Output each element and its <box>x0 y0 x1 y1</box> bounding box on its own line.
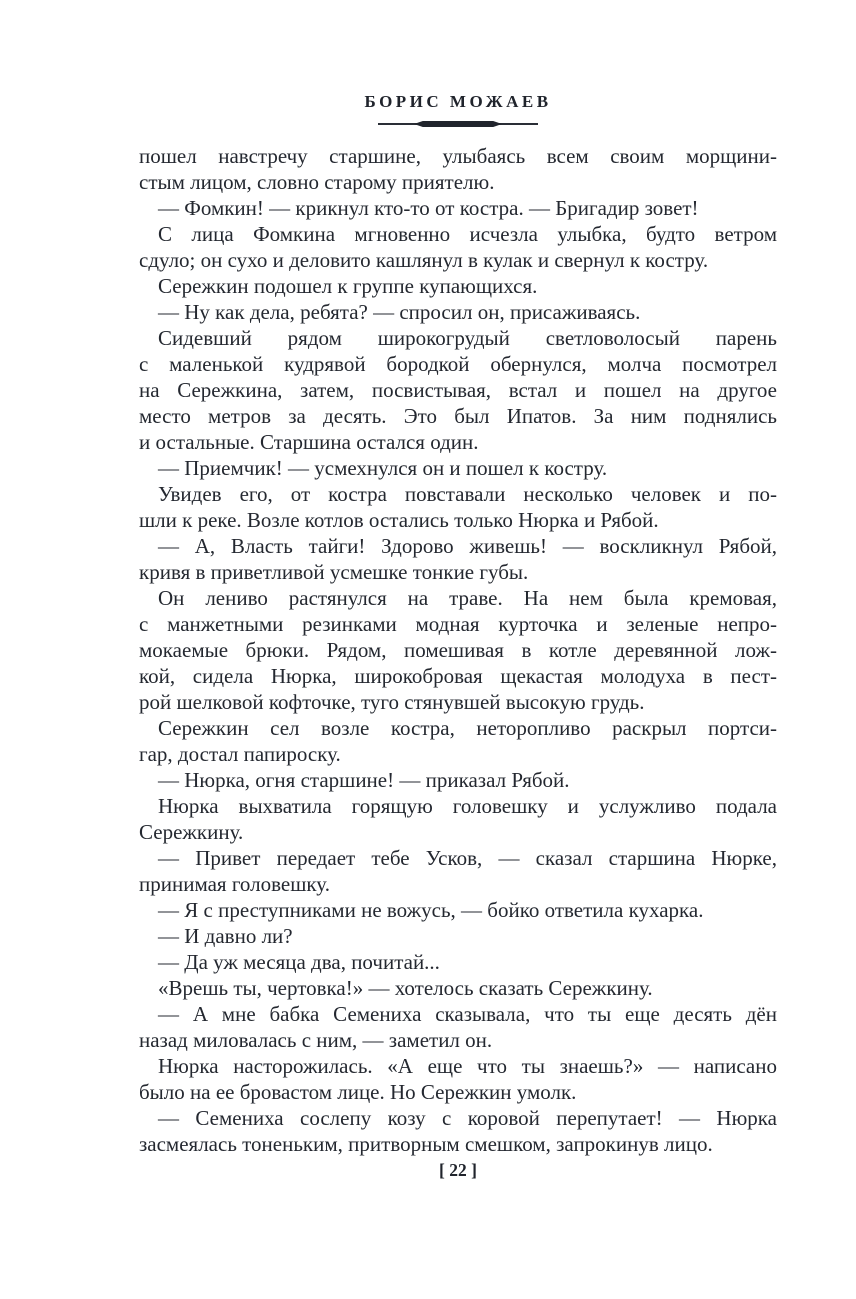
paragraph <box>139 585 777 715</box>
text-line: и остальные. Старшина остался один. <box>139 430 479 454</box>
text-line: с манжетными резинками модная курточка и зеленые непро- <box>139 612 777 636</box>
text-line: сдуло; он сухо и деловито кашлянул в кулак и свернул к костру. <box>139 248 709 272</box>
paragraph <box>139 273 777 299</box>
paragraph <box>139 455 777 481</box>
text-line: — Семениха сослепу козу с коровой перепутает! — Нюрка <box>158 1106 777 1130</box>
text-line: кой, сидела Нюрка, широкобровая щекастая молодуха в пест- <box>139 664 777 688</box>
page-header <box>139 92 777 127</box>
paragraph <box>139 195 777 221</box>
text-line: рой шелковой кофточке, туго стянувшей высокую грудь. <box>139 690 645 714</box>
text-line: — Я с преступниками не вожусь, — бойко ответила кухарка. <box>158 898 704 922</box>
text-line: кривя в приветливой усмешке тонкие губы. <box>139 560 529 584</box>
text-line: стым лицом, словно старому приятелю. <box>139 170 495 194</box>
text-line: Сережкин подошел к группе купающихся. <box>158 274 538 298</box>
text-line: на Сережкина, затем, посвистывая, встал и пошел на другое <box>139 378 777 402</box>
paragraph <box>139 793 777 845</box>
text-line: засмеялась тоненьким, притворным смешком, запрокинув лицо. <box>139 1132 713 1156</box>
text-line: — Да уж месяца два, почитай... <box>158 950 440 974</box>
paragraph <box>139 897 777 923</box>
text-line: — Ну как дела, ребята? — спросил он, присаживаясь. <box>158 300 641 324</box>
text-line: пошел навстречу старшине, улыбаясь всем своим морщини- <box>139 144 777 168</box>
text-line: Сережкину. <box>139 820 244 844</box>
text-line: — Приемчик! — усмехнулся он и пошел к костру. <box>158 456 608 480</box>
paragraph <box>139 975 777 1001</box>
text-line: — Фомкин! — крикнул кто-то от костра. — Бригадир зовет! <box>158 196 699 220</box>
text-line: принимая головешку. <box>139 872 330 896</box>
paragraph <box>139 533 777 585</box>
paragraph <box>139 1001 777 1053</box>
text-line: назад миловалась с ним, — заметил он. <box>139 1028 493 1052</box>
text-line: Нюрка насторожилась. «А еще что ты знаешь?» — написано <box>158 1054 777 1078</box>
paragraph <box>139 1053 777 1105</box>
text-line: — А, Власть тайги! Здорово живешь! — воскликнул Рябой, <box>158 534 777 558</box>
text-line: гар, достал папироску. <box>139 742 341 766</box>
text-line: место метров за десять. Это был Ипатов. За ним поднялись <box>139 404 777 428</box>
text-line: — И давно ли? <box>158 924 293 948</box>
text-line: с маленькой кудрявой бородкой обернулся, молча посмотрел <box>139 352 777 376</box>
paragraph <box>139 1105 777 1157</box>
paragraph <box>139 143 777 195</box>
text-line: Увидев его, от костра повставали несколько человек и по- <box>158 482 777 506</box>
text-line: Он лениво растянулся на траве. На нем была кремовая, <box>158 586 777 610</box>
text-block <box>139 143 777 1157</box>
paragraph <box>139 325 777 455</box>
paragraph <box>139 767 777 793</box>
text-line: Нюрка выхватила горящую головешку и услужливо подала <box>158 794 777 818</box>
page-number: [ 22 ] <box>439 1160 477 1180</box>
text-line: С лица Фомкина мгновенно исчезла улыбка, будто ветром <box>158 222 777 246</box>
paragraph <box>139 715 777 767</box>
text-line: шли к реке. Возле котлов остались только Нюрка и Рябой. <box>139 508 659 532</box>
text-line: — Привет передает тебе Усков, — сказал старшина Нюрке, <box>158 846 777 870</box>
text-line: было на ее бровастом лице. Но Сережкин умолк. <box>139 1080 577 1104</box>
text-line: мокаемые брюки. Рядом, помешивая в котле деревянной лож- <box>139 638 777 662</box>
text-line: «Врешь ты, чертовка!» — хотелось сказать Сережкину. <box>158 976 653 1000</box>
paragraph <box>139 949 777 975</box>
paragraph <box>139 299 777 325</box>
paragraph <box>139 845 777 897</box>
text-line: — Нюрка, огня старшине! — приказал Рябой. <box>158 768 570 792</box>
header-divider-rule <box>378 121 538 127</box>
divider-thick-bar <box>414 121 502 127</box>
paragraph <box>139 923 777 949</box>
text-line: — А мне бабка Семениха сказывала, что ты еще десять дён <box>158 1002 777 1026</box>
paragraph <box>139 481 777 533</box>
text-line: Сережкин сел возле костра, неторопливо раскрыл портси- <box>158 716 777 740</box>
text-line: Сидевший рядом широкогрудый светловолосый парень <box>158 326 777 350</box>
running-head-author: БОРИС МОЖАЕВ <box>364 92 552 111</box>
paragraph <box>139 221 777 273</box>
